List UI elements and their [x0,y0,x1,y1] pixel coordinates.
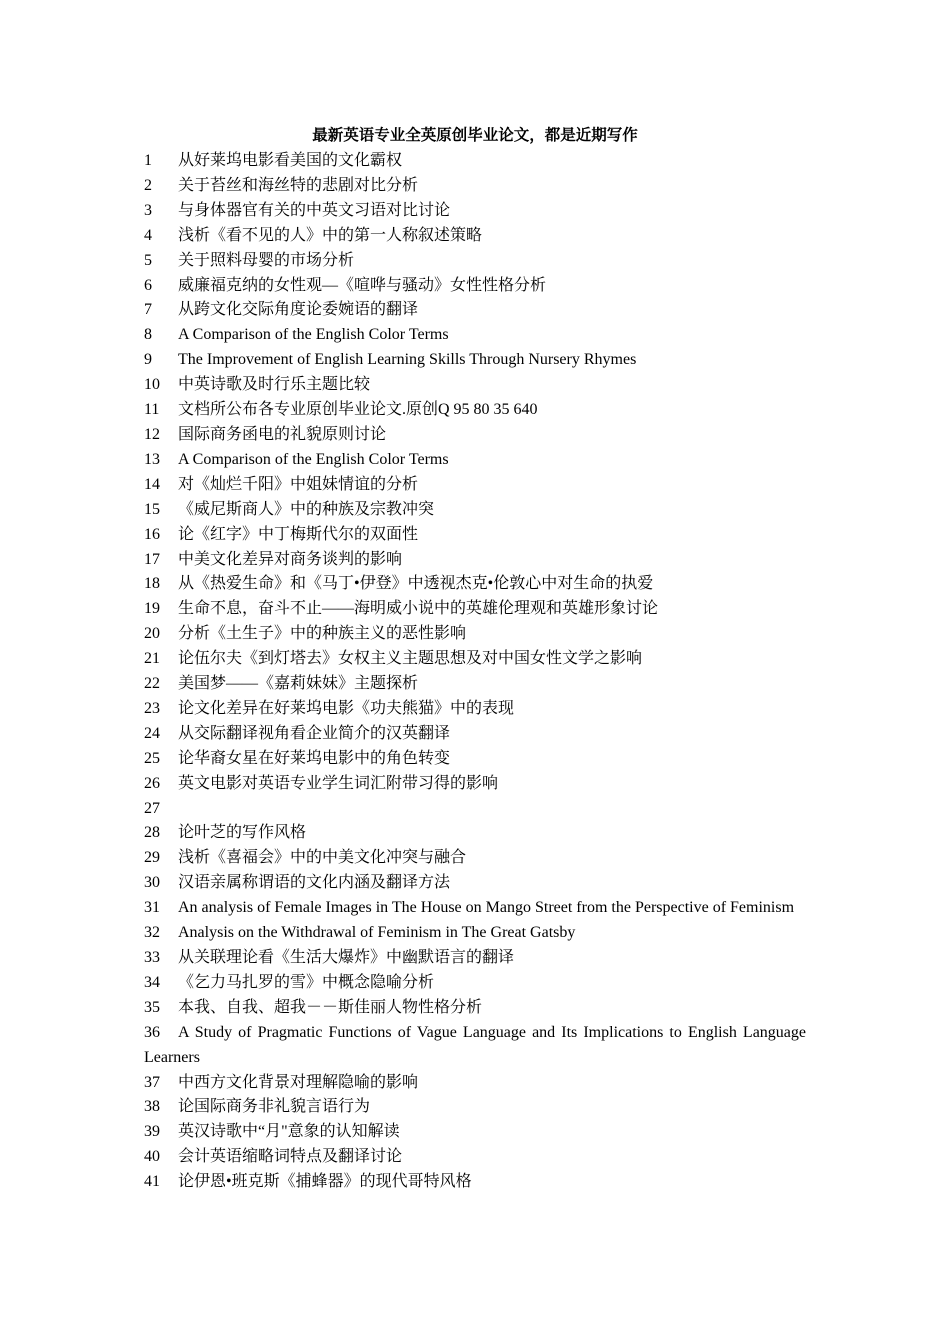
list-item [144,971,806,996]
item-number: 2 [144,176,152,194]
item-number: 31 [144,899,160,917]
item-number: 30 [144,874,160,892]
list-item [144,323,806,348]
list-item [144,946,806,971]
list-item [144,224,806,249]
item-title: 论《红字》中丁梅斯代尔的双面性 [178,525,419,543]
list-item [144,996,806,1021]
list-item [144,697,806,722]
item-number: 15 [144,500,160,518]
item-title: 关于照料母婴的市场分析 [178,251,355,269]
item-number: 16 [144,525,160,543]
item-title: 分析《土生子》中的种族主义的恶性影响 [178,625,467,643]
list-item [144,1120,806,1145]
item-number: 26 [144,774,160,792]
item-title: 与身体器官有关的中英文习语对比讨论 [178,201,451,219]
list-item [144,921,806,946]
item-title: 英汉诗歌中“月"意象的认知解读 [178,1123,400,1141]
item-title: 会计英语缩略词特点及翻译讨论 [178,1148,403,1166]
item-number: 5 [144,251,152,269]
list-item [144,548,806,573]
item-title: 从《热爱生命》和《马丁•伊登》中透视杰克•伦敦心中对生命的执爱 [178,575,654,593]
item-number: 9 [144,351,152,369]
item-title: 美国梦——《嘉莉妹妹》主题探析 [178,675,419,693]
item-title: 威廉福克纳的女性观—《喧哗与骚动》女性性格分析 [178,276,547,294]
list-item [144,772,806,797]
list-item [144,398,806,423]
item-number: 7 [144,301,152,319]
item-number: 27 [144,799,160,817]
list-item [144,672,806,697]
item-title: 《乞力马扎罗的雪》中概念隐喻分析 [178,973,435,991]
list-item [144,647,806,672]
item-number: 17 [144,550,160,568]
thesis-list [144,149,806,1195]
item-number: 4 [144,226,152,244]
list-item [144,523,806,548]
item-number: 38 [144,1098,160,1116]
item-number: 24 [144,724,160,742]
item-number: 28 [144,824,160,842]
list-item [144,821,806,846]
item-title: A Comparison of the English Color Terms [178,326,449,344]
list-item [144,1095,806,1120]
item-title: 中英诗歌及时行乐主题比较 [178,376,371,394]
list-item [144,797,806,822]
item-title: 中美文化差异对商务谈判的影响 [178,550,403,568]
item-number: 20 [144,625,160,643]
item-number: 41 [144,1173,160,1191]
list-item [144,622,806,647]
list-item [144,1145,806,1170]
item-title: 浅析《看不见的人》中的第一人称叙述策略 [178,226,483,244]
item-title: 从好莱坞电影看美国的文化霸权 [178,152,403,169]
list-item [144,298,806,323]
item-number: 6 [144,276,152,294]
item-title: 论国际商务非礼貌言语行为 [178,1098,371,1116]
list-item [144,149,806,174]
list-item [144,498,806,523]
item-number: 35 [144,998,160,1016]
item-title: 《威尼斯商人》中的种族及宗教冲突 [178,500,435,518]
list-item [144,448,806,473]
item-title: 中西方文化背景对理解隐喻的影响 [178,1073,419,1091]
item-title: 论文化差异在好莱坞电影《功夫熊猫》中的表现 [178,699,515,717]
item-number: 32 [144,924,160,942]
item-number: 14 [144,475,160,493]
item-title: 英文电影对英语专业学生词汇附带习得的影响 [178,774,499,792]
list-item [144,249,806,274]
list-item [144,373,806,398]
list-item [144,871,806,896]
item-title: 论伊恩•班克斯《捕蜂器》的现代哥特风格 [178,1173,472,1191]
item-title: The Improvement of English Learning Skills Through Nursery Rhymes [178,351,637,369]
item-number: 10 [144,376,160,394]
item-number: 36 [144,1023,160,1041]
item-number: 40 [144,1148,160,1166]
item-title: 生命不息，奋斗不止——海明威小说中的英雄伦理观和英雄形象讨论 [178,600,659,618]
item-title: 浅析《喜福会》中的中美文化冲突与融合 [178,849,467,867]
item-number: 37 [144,1073,160,1091]
item-number: 8 [144,326,152,344]
item-title: Analysis on the Withdrawal of Feminism in The Great Gatsby [178,924,576,942]
item-title: 论伍尔夫《到灯塔去》女权主义主题思想及对中国女性文学之影响 [178,650,643,668]
list-item [144,1021,806,1071]
list-item [144,1071,806,1096]
list-item [144,747,806,772]
document-title: 最新英语专业全英原创毕业论文，都是近期写作 [312,127,638,144]
list-item [144,722,806,747]
list-item [144,846,806,871]
item-title: 从关联理论看《生活大爆炸》中幽默语言的翻译 [178,949,515,966]
item-number: 29 [144,849,160,867]
item-title: 国际商务函电的礼貌原则讨论 [178,425,387,443]
item-number: 13 [144,450,160,468]
item-number: 11 [144,401,160,419]
list-item [144,348,806,373]
list-item [144,1170,806,1195]
list-item [144,274,806,299]
list-item [144,597,806,622]
list-item [144,423,806,448]
item-number: 12 [144,425,160,443]
item-number: 22 [144,675,160,693]
list-item [144,199,806,224]
item-title: 论叶芝的写作风格 [178,824,307,842]
item-number: 1 [144,152,152,169]
item-title: 论华裔女星在好莱坞电影中的角色转变 [178,749,451,767]
item-title: 从交际翻译视角看企业简介的汉英翻译 [178,724,451,742]
item-title: A Comparison of the English Color Terms [178,450,449,468]
item-title: 汉语亲属称谓语的文化内涵及翻译方法 [178,874,451,892]
item-number: 21 [144,650,160,668]
item-number: 39 [144,1123,160,1141]
list-item [144,572,806,597]
item-number: 34 [144,973,160,991]
item-title: 关于苔丝和海丝特的悲剧对比分析 [178,176,419,194]
item-title: An analysis of Female Images in The House on Mango Street from the Perspective of Feminism [178,899,795,917]
item-number: 23 [144,699,160,717]
list-item [144,896,806,921]
item-title: 文档所公布各专业原创毕业论文.原创Q 95 80 35 640 [178,401,538,419]
item-title: 从跨文化交际角度论委婉语的翻译 [178,301,419,319]
item-title: A Study of Pragmatic Functions of Vague Language and Its Implications to English Language Learners [144,1023,806,1066]
list-item [144,473,806,498]
list-item [144,174,806,199]
item-number: 3 [144,201,152,219]
item-title: 本我、自我、超我－－斯佳丽人物性格分析 [178,998,483,1016]
item-title: 对《灿烂千阳》中姐妹情谊的分析 [178,475,419,493]
item-number: 18 [144,575,160,593]
item-number: 33 [144,949,160,966]
item-number: 19 [144,600,160,618]
item-number: 25 [144,749,160,767]
